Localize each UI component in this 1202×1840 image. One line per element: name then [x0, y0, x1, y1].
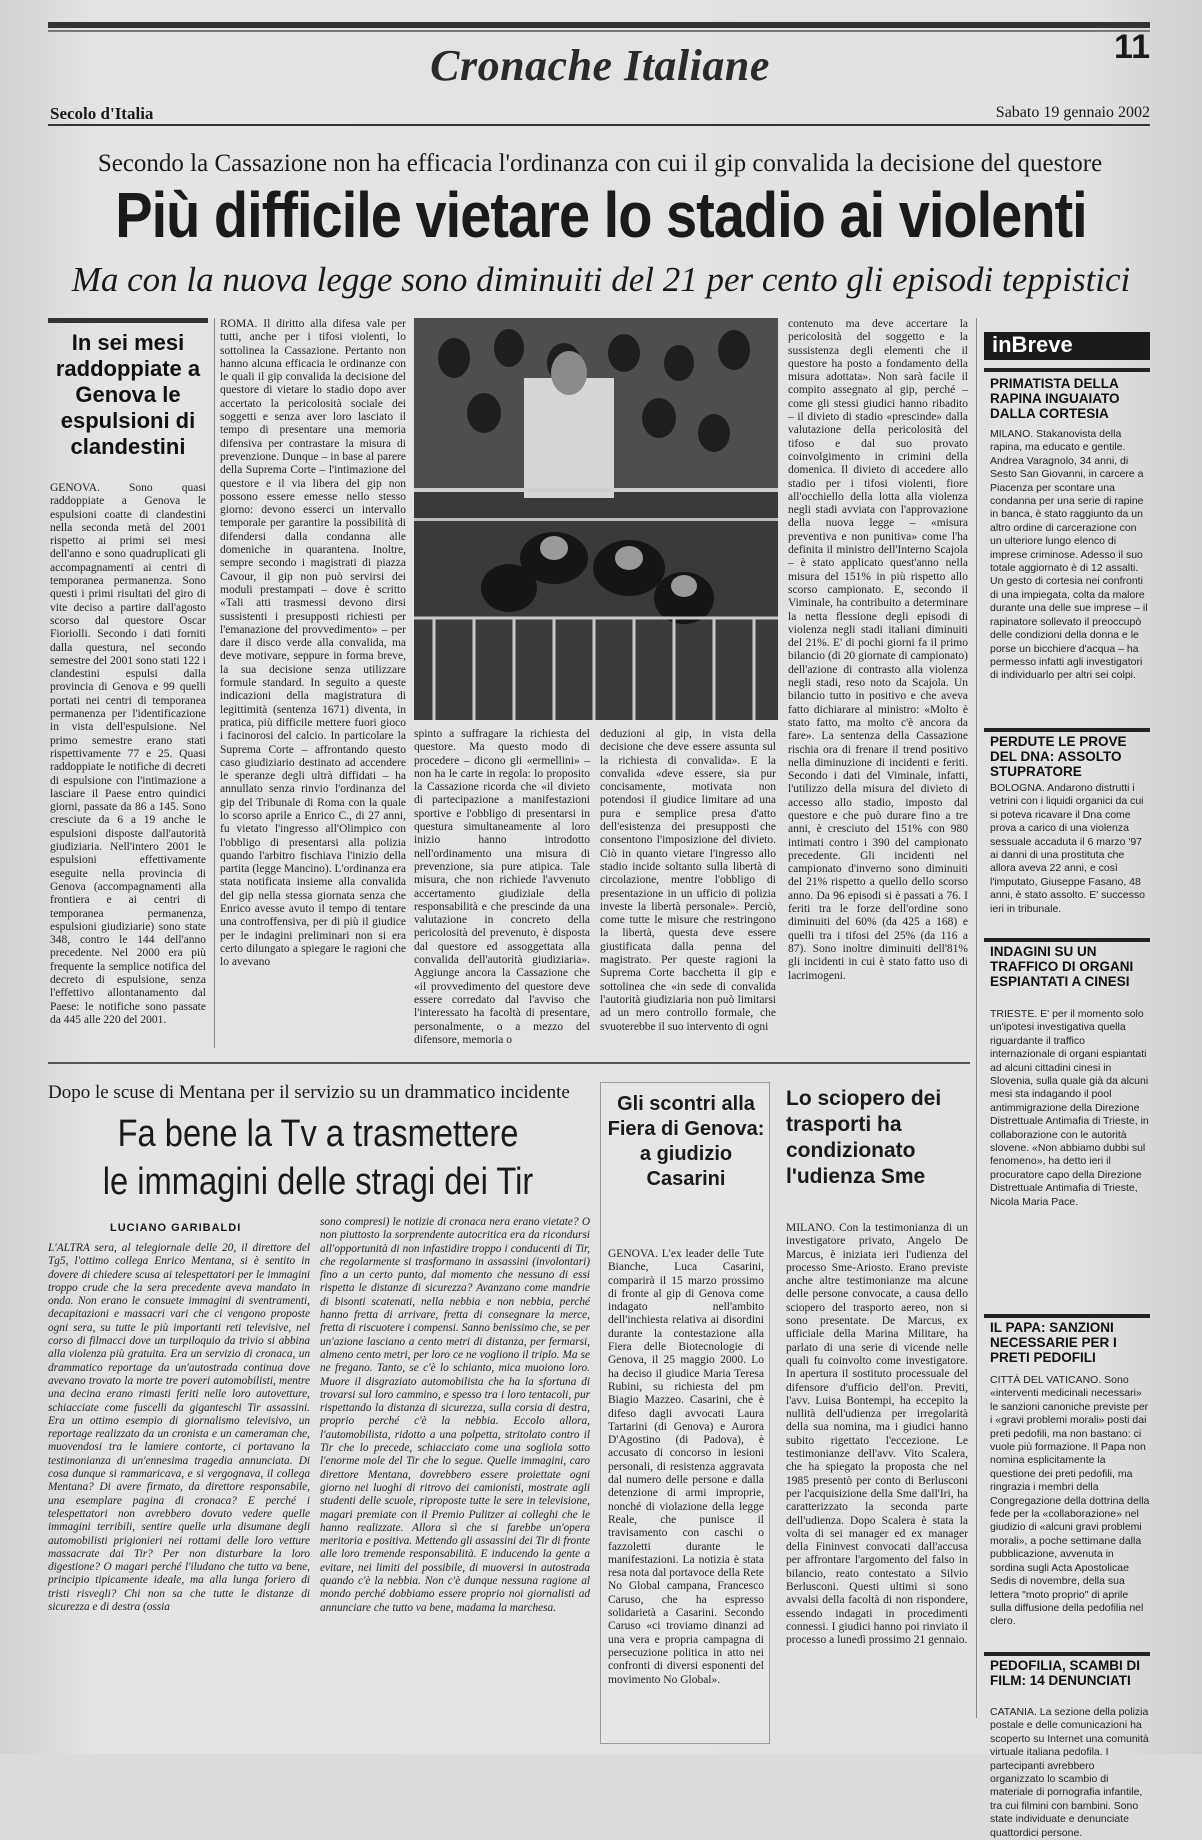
breve-text-3: TRIESTE. E' per il momento solo un'ipotesi investigativa quella riguardante il traffico internazionale di organi espiantati ad alcuni cittadini cinesi in Slovenia, sulla quale già da alcuni mesi sta indagando il pool antimmigrazione della Direzione Distrettuale Antimafia di Trieste, in collaborazione con le autorità slovene. «Non abbiamo dubbi sul fenomeno», ha detto ieri il procuratore capo della Direzione Distrettuale Antimafia di Trieste, Nicola Maria Pace. — [990, 1008, 1149, 1208]
paper-name: Secolo d'Italia — [50, 104, 154, 123]
main-subhead: Ma con la nuova legge sono diminuiti del 21 per cento gli episodi teppistici — [71, 260, 1131, 299]
section-title: Cronache Italiane — [430, 41, 770, 90]
in-breve-label: inBreve — [984, 332, 1150, 360]
tv-headline — [86, 1110, 550, 1220]
breve-rule — [984, 368, 1150, 372]
issue-date: Sabato 19 gennaio 2002 — [995, 104, 1150, 121]
casarini-body: GENOVA. L'ex leader delle Tute Bianche, Luca Casarini, comparirà il 15 marzo prossimo di fronte al gip di Genova come indagato nell'ambito dell'inchiesta relativa ai disordini durante la contestazione alla Fiera delle Biotecnologie di Genova, il 25 maggio 2000. Lo ha deciso il giudice Maria Teresa Rubini, su richiesta del pm Biagio Mazzeo. Casarini, che è difeso dagli avvocati Laura Tartarini (di Genova) e Aurora D'Agostino (di Padova), è accusato di concorso in lesioni personali, di resistenza aggravata dal numero delle persone e dalla detenzione di armi improprie, nonché di violazione della legge Reale, che punisce il travisamento con caschi o fazzoletti durante le manifestazioni. La notizia è stata resa nota dal portavoce della Rete No Global campana, Francesco Caruso, che ha espresso solidarietà a Casarini. Secondo Caruso «ci troviamo dinanzi ad una vera e propria campagna di persecuzione politica in atto nei confronti di diversi esponenti del movimento No Global». — [608, 1248, 764, 1686]
sme-body: MILANO. Con la testimonianza di un investigatore privato, Angelo De Marcus, è iniziata ieri l'udienza del processo Sme-Ariosto. Erano previste anche altre testimonianze ma alcune delle persone convocate, a causa dello sciopero del trasporto aereo, non si sono presentate. De Marcus, ex ufficiale della Marina Militare, ha parlato di una serie di vicende nelle quali fu coinvolto come investigatore. In apertura il sostituto processuale del difensore d'ufficio dell'on. Previti, l'avv. Luisa Bontempi, ha eccepito la nullità dell'udienza per irregolarità della sua nomina, ma i giudici hanno subito rigettato l'eccezione. Le testimonianze dell'avv. Vito Scalera, che ha spiegato la proposta che nel 1985 presentò per conto di Berlusconi per l'acquisizione della Sme dall'Iri, ha caratterizzato la seconda parte dell'udienza. Dopo Scalera è stata la volta di sei manager ed ex manager della Fininvest convocati dall'accusa per affrontare l'argomento del falso in bilancio, reato contestato a Silvio Berlusconi. Questi ultimi si sono avvalsi della facoltà di non rispondere, essendo indagati in procedimenti connessi. I giudici hanno poi rinviato il processo a lunedì prossimo 21 gennaio. — [786, 1222, 968, 1647]
main-column-1: ROMA. Il diritto alla difesa vale per tutti, anche per i tifosi violenti, lo sottolinea la Cassazione. Pertanto non hanno alcuna efficacia le ordinanze con le quali il gip convalida la decisione del questore di vietare lo stadio dopo aver accertato la pericolosità sociale dei soggetti e senza aver loro lasciato il tempo di presentare una memoria difensiva per contrastare la misura di prevenzione. Dunque – in base al parere della Suprema Corte – l'intimazione del questore e il via libera del gip non possono essere emesse nello stesso giorno: devono esserci un intervallo temporale per garantire la possibilità di difendersi dalla condanna alle domeniche in quarantena. Inoltre, sempre secondo i magistrati di piazza Cavour, il gip non può servirsi dei moduli prestampati – dove è scritto «Tali atti trasmessi devono dirsi sussistenti i presupposti richiesti per l'emanazione del provvedimento» – per dare il disco verde alla convalida, ma deve motivare, seppure in forma breve, la sua decisione senza utilizzare formule standard. In seguito a queste indicazioni della magistratura di legittimità (sentenza 1671) diventa, in pratica, più difficile mettere fuori gioco i facinorosi del calcio. In particolare la Suprema Corte – affrontando questo caso giudiziario destinato ad accendere le speranze degli ultrà diffidati – ha annullato senza rinvio l'ordinanza del gip del Tribunale di Roma con la quale lo scorso aprile a Enrico C., di 27 anni, fu vietato l'ingresso all'Olimpico con l'obbligo di presentarsi alla polizia quando l'arbitro fischiava l'inizio della partita (legge Mancino). L'ordinanza era stata notificata insieme alla convalida del gip nella stessa giornata senza che Enrico avesse avuto il tempo di tentare una controffensiva, per di più il giudice per le indagini preliminari non si era certo dilungato a spiegare le ragioni che lo avevano — [220, 318, 406, 969]
main-column-3: deduzioni al gip, in vista della decisione che deve essere assunta sul la richiesta di convalida». E la convalida «deve essere, sia pur concisamente, motivata non potendosi il giudice limitare ad una pura e semplice presa d'atto dell'esistenza dei presupposti che consentono l'imposizione del divieto. Ciò in quanto vietare l'ingresso allo stadio incide soltanto sulla libertà di circolazione, mentre l'obbligo di presentazione in un ufficio di polizia investe la libertà personale». Perciò, come tutte le misure che restringono la libertà, questa deve essere giustificata dalla penna del magistrato. Per queste ragioni la Suprema Corte bacchetta il gip e sottolinea che «in sede di convalida l'autorità giudiziaria non può limitarsi ad un mero controllo formale, che svuoterebbe il suo intervento di ogni — [600, 728, 776, 1033]
breve-rule — [984, 1314, 1150, 1318]
column-rule — [976, 318, 977, 1718]
photo-illustration — [414, 318, 778, 720]
tv-headline-line-2: le immagini delle stragi dei Tir — [102, 1161, 534, 1203]
breve-rule — [984, 1652, 1150, 1656]
main-overline: Secondo la Cassazione non ha efficacia l'ordinanza con cui il gip convalida la decisione del questore — [97, 150, 1103, 177]
masthead-rule — [48, 124, 1150, 126]
column-rule — [214, 318, 215, 1048]
breve-title-4: IL PAPA: SANZIONI NECESSARIE PER I PRETI PEDOFILI — [990, 1320, 1117, 1365]
breve-title-5: PEDOFILIA, SCAMBI DI FILM: 14 DENUNCIATI — [990, 1658, 1141, 1688]
top-rule-thin — [48, 30, 1150, 32]
breve-text-4: CITTÀ DEL VATICANO. Sono «interventi medicinali necessari» le sanzioni canoniche previste per i «gravi problemi morali» posti dai preti pedofili, ma non bastano: ci vuole più formazione. Il Papa non nomina esplicitamente la questione dei preti pedofili, ma ringrazia i membri della Congregazione della dottrina della fede per la «collaborazione» nel giudizio di «alcuni gravi problemi morali», a poche settimane dalla pubblicazione, avvenuta in sordina sugli Acta Apostolicae Sedis di novembre, della sua lettera "moto proprio" di aprile sulla diffusione della pedofilia nel clero. — [990, 1374, 1150, 1628]
tv-headline-line-1: Fa bene la Tv a trasmettere — [117, 1113, 519, 1155]
breve-title-2: PERDUTE LE PROVE DEL DNA: ASSOLTO STUPRATORE — [990, 734, 1127, 779]
tv-overline: Dopo le scuse di Mentana per il servizio su un drammatico incidente — [48, 1082, 570, 1103]
main-column-4: contenuto ma deve accertare la pericolosità del soggetto e la sussistenza degli elementi che il questore ha posto a fondamento della misura adottata». Non sarà facile il compito assegnato al gip, perché – come gli stessi giudici hanno ribadito – il divieto di stadio «prescinde» dalla valutazione della pericolosità del tifoso e dal suo provato coinvolgimento in crimini della domenica. Il divieto di accedere allo stadio per i tifosi violenti, fiore all'occhiello della lotta alla violenza negli stadi avviata con l'approvazione della nuova legge – «misura preventiva e non punitiva» come l'ha definita il ministro dell'Interno Scajola – è stato applicato quest'anno nella misura del 151% in più rispetto allo scorso campionato. E, secondo il Viminale, ha contribuito a determinare la netta flessione degli episodi di violenza negli stadi italiani diminuiti del 21%. E' di pochi giorni fa il primo bilancio (di 20 giornate di campionato) dell'azione di contrasto alla violenza negli stadi, reso noto da Scajola. Un bilancio tutto in positivo e che aveva fatto dichiarare al ministro: «Molto è stato fatto, ma molto c'è ancora da fare». La sentenza della Cassazione rischia ora di frenare il trend positivo nella diminuzione di incidenti e feriti. Secondo i dati del Viminale, infatti, l'utilizzo della misura del divieto di accesso allo stadio, imposto dal questore e che può durare fino a tre anni, è cresciuto del 151% con 980 intimati contro i 390 del campionato precedente. Gli incidenti nel campionato d'inverno sono diminuiti del 21% rispetto a quello dello scorso anno. Da 96 episodi si è passati a 76. I feriti tra le forze dell'ordine sono diminuiti del 60% (da 425 a 168) e quelli tra i tifosi del 25% (da 116 a 87). Sono inoltre diminuiti dell'81% gli incidenti in cui è stato fatto uso di lacrimogeni. — [788, 318, 968, 982]
breve-title-3: INDAGINI SU UN TRAFFICO DI ORGANI ESPIANTATI A CINESI — [990, 944, 1134, 989]
breve-title-1: PRIMATISTA DELLA RAPINA INGUAIATO DALLA CORTESIA — [990, 376, 1120, 421]
breve-text-5: CATANIA. La sezione della polizia postale e delle comunicazioni ha scoperto su Internet una comunità virtuale italiana pedofila. I partecipanti avrebbero organizzato lo scambio di materiale di pornografia infantile, tra cui filmini con bambini. Sono state individuate e denunciate quattordici persone. — [990, 1706, 1149, 1839]
top-rule — [48, 22, 1150, 28]
sme-headline: Lo sciopero dei trasporti ha condizionato l'udienza Sme — [786, 1087, 942, 1188]
section-rule — [48, 1062, 970, 1064]
tv-column-2: sono compresi) le notizie di cronaca nera erano vietate? O non piuttosto la sorprendente autocritica era da ricondursi all'opportunità di non infastidire troppo i conducenti di Tir, che regolarmente si trasformano in assassini (involontari) fino a un certo punto, dal momento che nessuno di essi rispetta le distanze di sicurezza? Avanzano come mandrie di bisonti scatenati, nella nebbia e non nebbia, perché hanno fretta di arrivare, fretta di consegnare la merce, fretta di riscuotere i compensi. Sanno benissimo che, se per un'azione lasciano a cento metri di distanza, per fermarsi, almeno cento metri, per loro ce ne vogliono il triplo. Ma se ne fregano. Tanto, se c'è lo schianto, mica muoiono loro. Muore il disgraziato automobilista che ha la sfortuna di trovarsi sul loro cammino, e spesso tra i loro tentacoli, pur rispettando la distanza di sicurezza, sulla corsia di destra, proprio perché c'è la nebbia. Eccolo allora, l'automobilista, ridotto a una polpetta, stritolato contro il Tir che lo precede, schiacciato come una sogliola sotto l'enorme mole del Tir che lo segue. Quelle immagini, caro direttore Mentana, dovrebbero essere proiettate ogni giorno nei luoghi di ritrovo dei camionisti, mostrate agli studenti delle scuole, riproposte tutte le sere in televisione, magari premiate con il Premio Pulitzer ai colleghi che le hanno realizzate. Allora sì che si farebbe un'opera meritoria e positiva. Mettendo gli assassini dei Tir di fronte alle loro tremende responsabilità. E inducendo la gente a evitare, nei limiti del possibile, di muoversi in autostrada quando c'è la nebbia. Non c'è dunque nessuna ragione al mondo perché dobbiamo essere proprio noi giornalisti ad annunciare che tutto va bene, madama la marchesa. — [320, 1216, 590, 1614]
tv-byline: LUCIANO GARIBALDI — [110, 1222, 242, 1234]
main-headline: Più difficile vietare lo stadio ai violenti — [115, 178, 1087, 251]
breve-rule — [984, 728, 1150, 732]
casarini-headline: Gli scontri alla Fiera di Genova: a giudizio Casarini — [607, 1093, 765, 1190]
breve-rule — [984, 938, 1150, 942]
page-number: 11 — [1114, 28, 1150, 66]
sidebar-headline: In sei mesi raddoppiate a Genova le espulsioni di clandestini — [55, 330, 201, 459]
breve-text-2: BOLOGNA. Andarono distrutti i vetrini con i liquidi organici da cui si poteva ricavare il Dna come prova a carico di una violenza sessuale accaduta il 6 marzo '97 ai danni di una prostituta che allora aveva 22 anni, e così l'imputato, Giuseppe Fasano, 48 anni, è stato assolto. E' successo ieri in tribunale. — [990, 782, 1145, 915]
stadium-riot-photo — [414, 318, 778, 720]
tv-column-1: L'ALTRA sera, al telegiornale delle 20, il direttore del Tg5, l'ottimo collega Enrico Mentana, si è sentito in dovere di chiedere scusa ai telespettatori per le immagini troppo crude che la sera precedente aveva mandato in onda. Non erano le consuete immagini di sventramenti, decapitazioni e massacri vari che ci vengono proposte ogni sera, su tutte le più importanti reti televisive, nel corso di filmacci dove un turpiloquio da trivio si abbina alla violenza più gratuita. Era un servizio di cronaca, un drammatico reportage da un'autostrada continua dove avevano trovato la morte tre poveri automobilisti, mentre una decina erano rimasti feriti nelle loro autovetture, schiacciate come fuscelli da giganteschi Tir assassini. Era un ottimo esempio di giornalismo televisivo, un reportage realizzato da un cronista e un cameraman che, muovendosi tra le lamiere contorte, ci portavano la testimonianza di un'ennesima tragedia annunciata. Di cosa dunque si rammaricava, e si vergognava, il collega Mentana? Di avere firmato, da direttore responsabile, una esemplare pagina di cronaca? E perché i telespettatori non avrebbero dovuto vedere quelle immagini terribili, sentire quelle urla disumane degli automobilisti prigionieri nei rottami delle loro vetture massacrate dai Tir? Per non disturbare la loro digestione? O magari perché l'iludano che tutto va bene, principio tipicamente ideale, ma alla lunga foriero di tristi risvegli? Chi non sa che tutte le distanze di sicurezza e di destra (ossia — [48, 1242, 310, 1614]
main-column-2: spinto a suffragare la richiesta del questore. Ma questo modo di procedere – dicono gli «ermellini» – non ha le carte in regola: lo proposito la Cassazione ricorda che «il divieto di partecipazione a manifestazioni sportive e l'obbligo di presentarsi in questura simultaneamente al loro inizio hanno introdotto nell'ordinamento una misura di prevenzione, sia pure atipica. Tale misura, che non richiede l'avvenuto accertamento giudiziale della responsabilità e che prescinde da una valutazione in concreto della pericolosità del prevenuto, è disposta dal questore ed assoggettata alla convalida dell'autorità giudiziaria». Aggiunge ancora la Cassazione che «il provvedimento del questore deve essere corredato dal l'avviso che l'interessato ha facoltà di presentare, personalmente, o a mezzo del difensore, memoria o — [414, 728, 590, 1046]
breve-text-1: MILANO. Stakanovista della rapina, ma educato e gentile. Andrea Varagnolo, 34 anni, di Sesto San Giovanni, in carcere a Piacenza per scontare una condanna per una serie di rapine in banca, è stato raggiunto da un altro ordine di carcerazione con un ulteriore lungo elenco di imprese criminose. Adesso il suo totale aggiornato è di 12 assalti. Un gesto di cortesia nei confronti di una impiegata, colta da malore durante una delle sue imprese – il rapinatore sollevato il preoccupò delle condizioni della donna e le porse un bicchiere d'acqua – ha permesso infatti agli investigatori di individuarlo per altri sei colpi. — [990, 428, 1148, 682]
sidebar-body: GENOVA. Sono quasi raddoppiate a Genova le espulsioni coatte di clandestini nella seconda metà del 2001 rispetto ai primi sei mesi dell'anno e sono quadruplicati gli accompagnamenti ai centri di temporanea permanenza. Sono questi i primi risultati del giro di vite deciso a partire dall'agosto scorso dal questore Oscar Fioriolli. Secondo i dati forniti dalla questura, nel secondo semestre del 2001 sono stati 122 i clandestini espulsi dalla provincia di Genova e 99 quelli portati nei centri di temporanea permanenza per l'identificazione in vista dell'espulsione. Nel primo semestre erano stati rispettivamente 77 e 25. Quasi raddoppiate le notifiche di decreti di espulsione con l'intimazione a lasciare il Paese entro quindici giorni, passate da 86 a 145. Sono cresciute da 6 a 19 anche le espulsioni disposte dall'autorità giudiziaria. Nell'intero 2001 le espulsioni effettivamente eseguite nella provincia di Genova (accompagnamenti alla frontiera e ai centri di temporanea permanenza, espulsioni giudiziarie) sono state 348, contro le 144 dell'anno precedente. Nel 2000 era più frequente la semplice notifica del decreto di espulsione, senza l'effettivo allontanamento dal Paese: le notifiche sono passate da 445 alle 220 del 2001. — [50, 482, 206, 1026]
